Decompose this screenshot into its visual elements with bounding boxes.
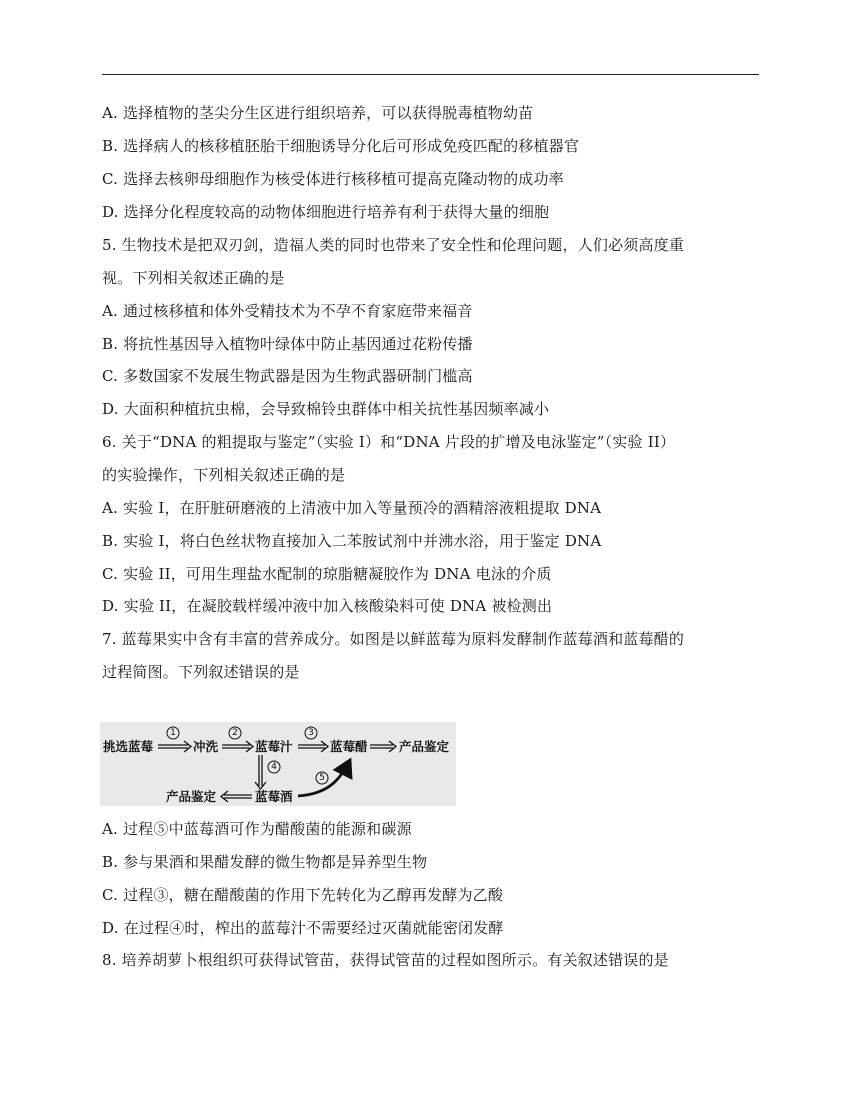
arrow-step-3 <box>298 741 328 752</box>
question-5-stem-line-1: 5. 生物技术是把双刃剑，造福人类的同时也带来了安全性和伦理问题，人们必须高度重 <box>102 236 685 254</box>
node-blueberry-vinegar: 蓝莓醋 <box>330 739 368 754</box>
arrow-step-1 <box>158 741 191 752</box>
option-4d: D. 选择分化程度较高的动物体细胞进行培养有利于获得大量的细胞 <box>102 203 550 221</box>
option-7c: C. 过程③，糖在醋酸菌的作用下先转化为乙醇再发酵为乙酸 <box>102 886 504 904</box>
question-5-stem-line-2: 视。下列相关叙述正确的是 <box>102 269 285 287</box>
option-6a: A. 实验 I，在肝脏研磨液的上清液中加入等量预冷的酒精溶液粗提取 DNA <box>102 499 602 517</box>
step-number-1 <box>167 727 179 739</box>
step-number-2 <box>229 727 241 739</box>
question-6-stem-line-2: 的实验操作，下列相关叙述正确的是 <box>102 466 346 484</box>
question-7-stem-line-1: 7. 蓝莓果实中含有丰富的营养成分。如图是以鲜蓝莓为原料发酵制作蓝莓酒和蓝莓醋的 <box>102 630 685 648</box>
question-8-stem: 8. 培养胡萝卜根组织可获得试管苗，获得试管苗的过程如图所示。有关叙述错误的是 <box>102 951 669 969</box>
option-7a: A. 过程⑤中蓝莓酒可作为醋酸菌的能源和碳源 <box>102 820 412 838</box>
option-6d: D. 实验 II，在凝胶载样缓冲液中加入核酸染料可使 DNA 被检测出 <box>102 597 553 615</box>
option-6c: C. 实验 II，可用生理盐水配制的琼脂糖凝胶作为 DNA 电泳的介质 <box>102 565 552 583</box>
option-4b: B. 选择病人的核移植胚胎干细胞诱导分化后可形成免疫匹配的移植器官 <box>102 137 580 155</box>
svg-text:2: 2 <box>232 728 238 738</box>
arrow-wine-to-test <box>221 791 252 802</box>
option-7d: D. 在过程④时，榨出的蓝莓汁不需要经过灭菌就能密闭发酵 <box>102 919 504 937</box>
option-5b: B. 将抗性基因导入植物叶绿体中防止基因通过花粉传播 <box>102 335 473 353</box>
step-number-3 <box>305 727 317 739</box>
option-4c: C. 选择去核卵母细胞作为核受体进行核移植可提高克隆动物的成功率 <box>102 170 564 188</box>
node-select-blueberry: 挑选蓝莓 <box>103 739 154 754</box>
node-rinse: 冲洗 <box>193 739 219 754</box>
step-number-5 <box>316 772 328 784</box>
question-6-stem-line-1: 6. 关于“DNA 的粗提取与鉴定”（实验 I）和“DNA 片段的扩增及电泳鉴定”（实验 II） <box>102 433 676 451</box>
option-4a: A. 选择植物的茎尖分生区进行组织培养，可以获得脱毒植物幼苗 <box>102 104 534 122</box>
svg-text:4: 4 <box>271 762 277 772</box>
svg-text:5: 5 <box>319 773 325 783</box>
arrow-to-product-test <box>370 741 396 752</box>
svg-text:1: 1 <box>170 728 176 738</box>
option-5d: D. 大面积种植抗虫棉，会导致棉铃虫群体中相关抗性基因频率减小 <box>102 400 550 418</box>
fermentation-flow-diagram <box>100 722 456 806</box>
question-7-stem-line-2: 过程简图。下列叙述错误的是 <box>102 663 300 681</box>
node-blueberry-juice: 蓝莓汁 <box>255 739 293 754</box>
arrow-step-4 <box>255 755 266 789</box>
header-rule <box>102 74 759 75</box>
option-5a: A. 通过核移植和体外受精技术为不孕不育家庭带来福音 <box>102 302 473 320</box>
option-6b: B. 实验 I，将白色丝状物直接加入二苯胺试剂中并沸水浴，用于鉴定 DNA <box>102 532 602 550</box>
option-5c: C. 多数国家不发展生物武器是因为生物武器研制门槛高 <box>102 367 473 385</box>
node-blueberry-wine: 蓝莓酒 <box>255 789 293 804</box>
option-7b: B. 参与果酒和果醋发酵的微生物都是异养型生物 <box>102 853 428 871</box>
step-number-4 <box>268 761 280 773</box>
svg-text:3: 3 <box>308 728 314 738</box>
node-product-test-top: 产品鉴定 <box>399 739 450 754</box>
node-product-test-bottom: 产品鉴定 <box>166 789 217 804</box>
arrow-step-2 <box>222 741 253 752</box>
